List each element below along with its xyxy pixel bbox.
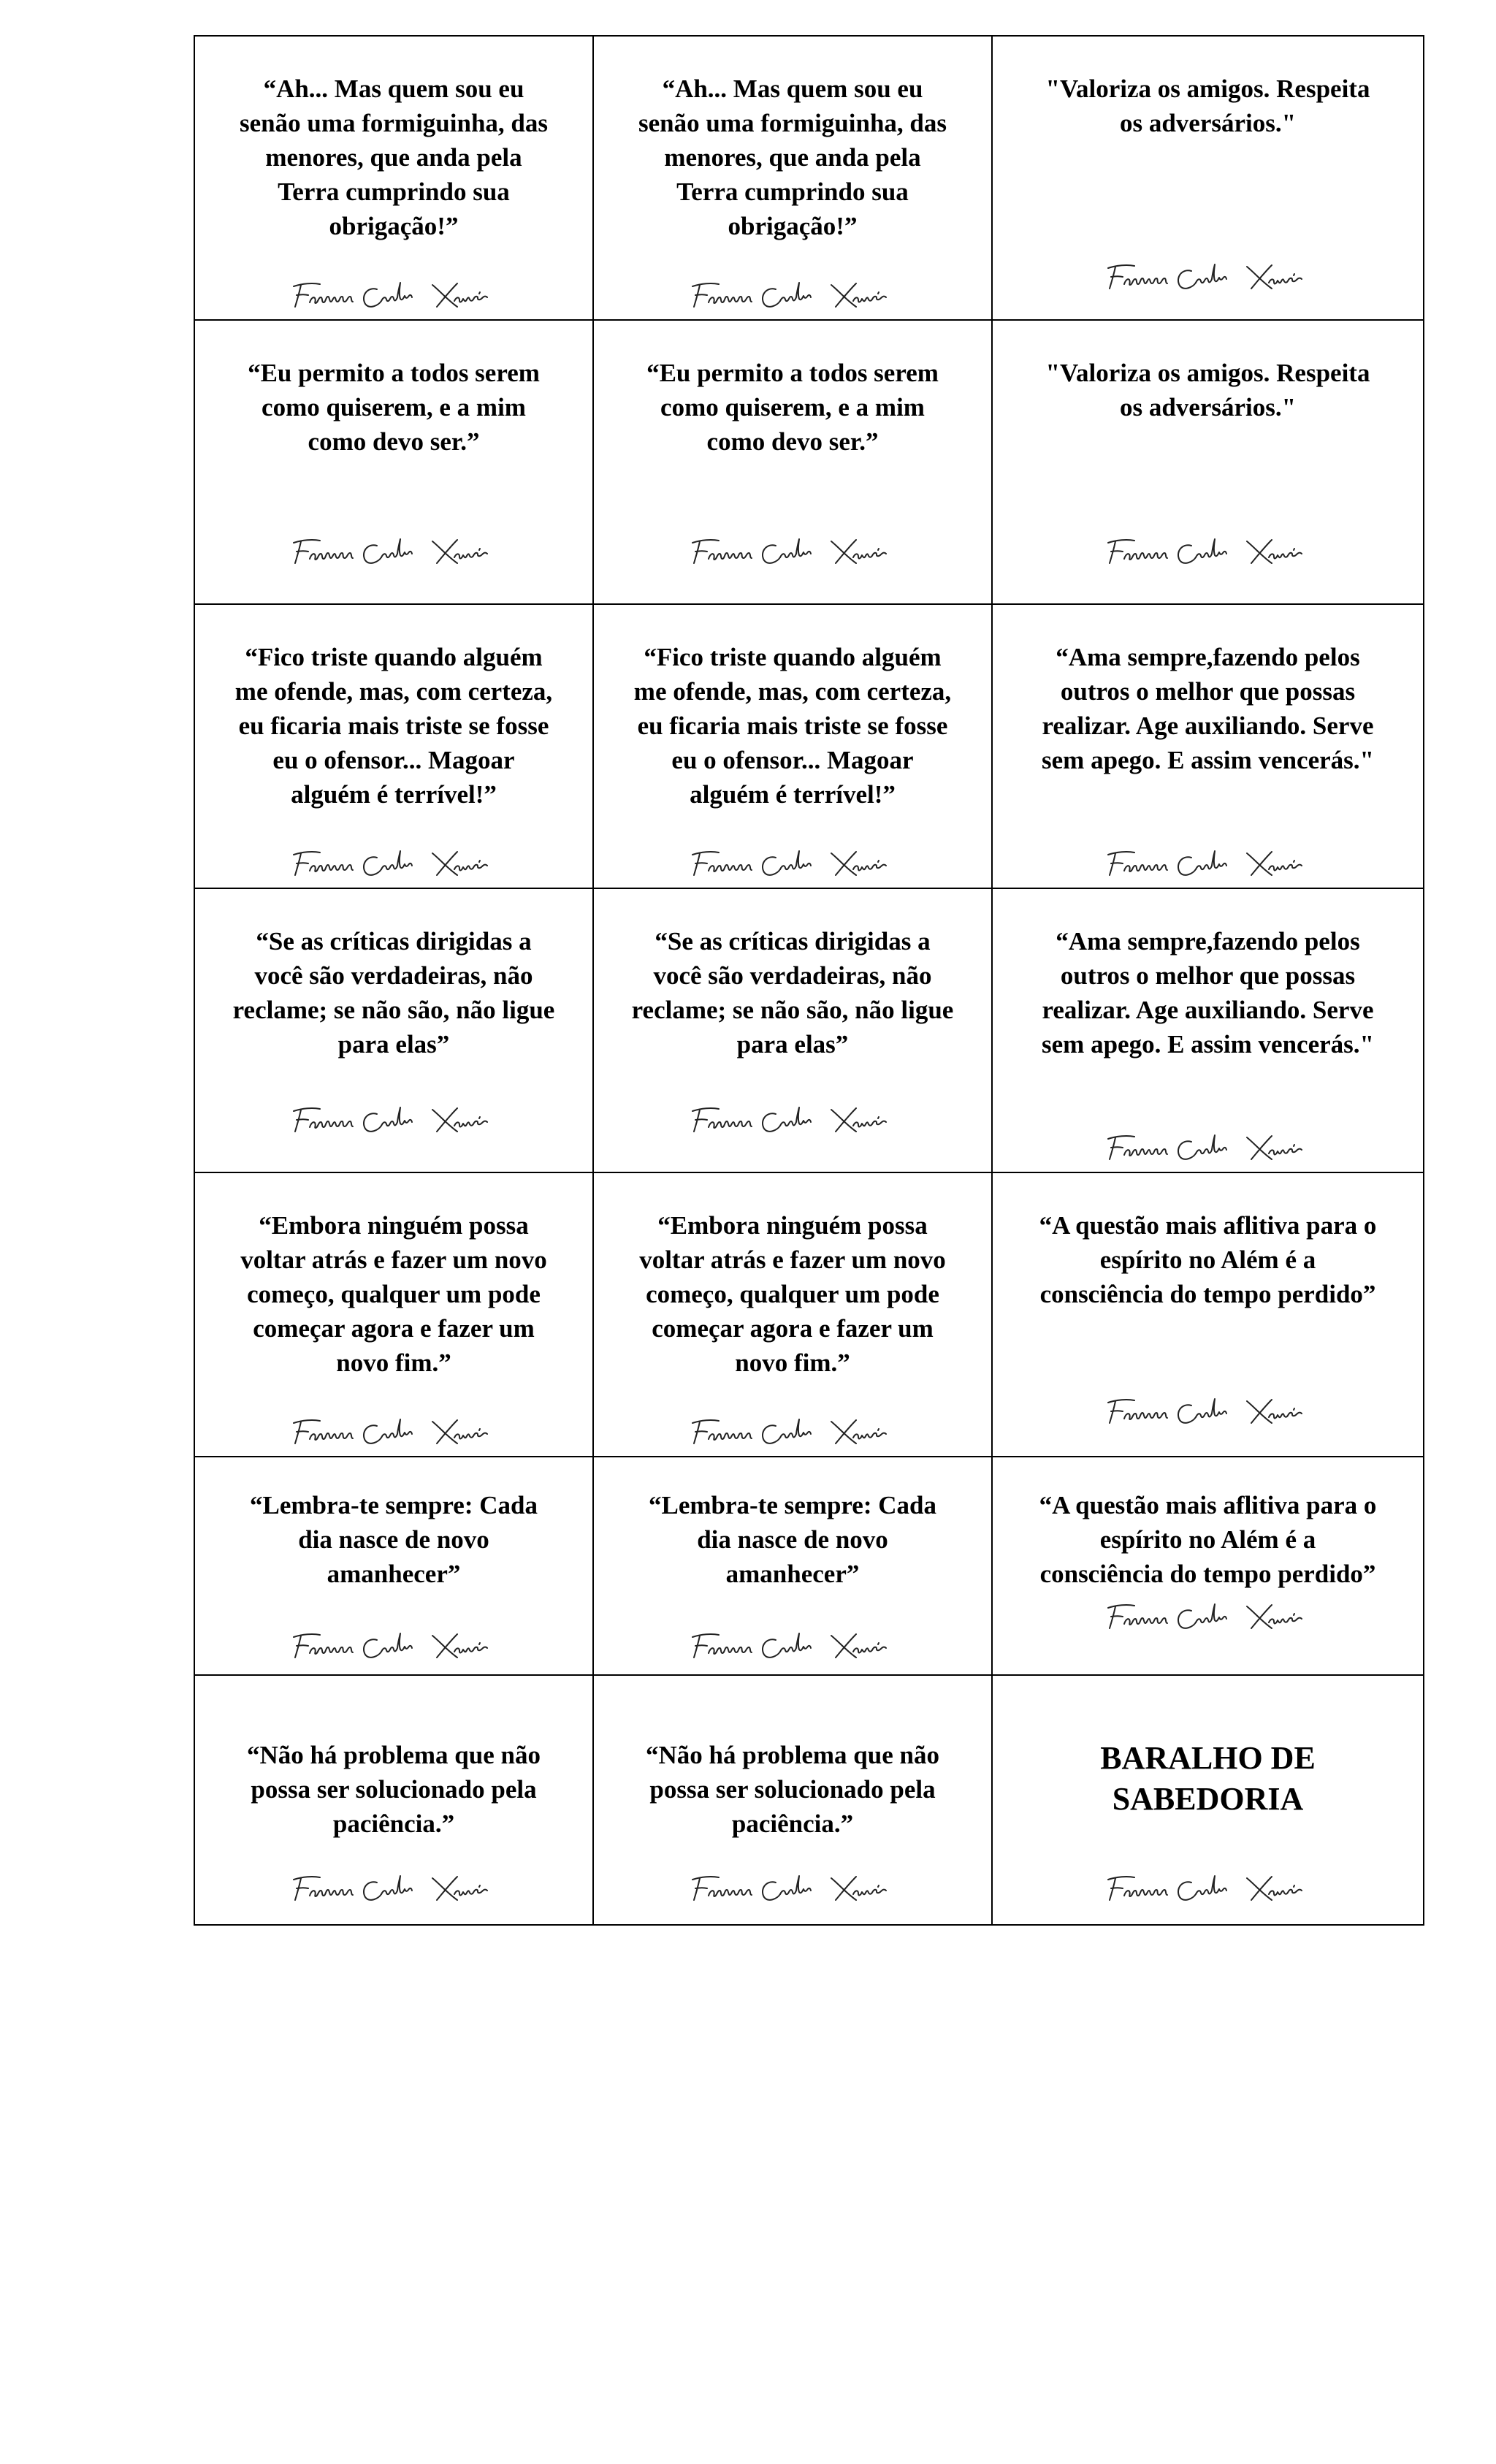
signature: [1102, 533, 1314, 569]
signature: [288, 533, 500, 569]
signature-image: [1102, 844, 1314, 881]
signature: [687, 844, 898, 881]
card-content: [195, 37, 592, 319]
card-content: [594, 1173, 991, 1456]
card-row: [194, 1457, 1424, 1675]
signature-image: [687, 1869, 898, 1906]
card-content: [993, 1676, 1423, 1924]
card-quote: "Valoriza os amigos. Respeita os adversários.": [1045, 359, 1370, 422]
signature-image: [687, 533, 898, 569]
card-row: [194, 36, 1424, 320]
card-quote: “Ah... Mas quem sou eu senão uma formiguinha, das menores, que anda pela Terra cumprindo sua obrigação!”: [638, 75, 947, 240]
card-content: [594, 1457, 991, 1674]
signature: [1102, 258, 1314, 294]
signature: [288, 276, 500, 313]
signature: [687, 1627, 898, 1663]
card-content: [594, 605, 991, 888]
card-content: [594, 321, 991, 603]
card: [992, 1172, 1424, 1457]
card-grid: [194, 35, 1424, 1926]
signature: [1102, 1598, 1314, 1634]
card-content: [594, 1676, 991, 1924]
card-content: [993, 605, 1423, 888]
card-content: [195, 1173, 592, 1456]
card-content: [993, 1457, 1423, 1674]
card-quote: “Embora ninguém possa voltar atrás e fazer um novo começo, qualquer um pode começar agora e fazer um novo fim.”: [240, 1211, 547, 1377]
signature: [687, 533, 898, 569]
card: [992, 320, 1424, 604]
card-quote: “Lembra-te sempre: Cada dia nasce de novo amanhecer”: [250, 1491, 538, 1588]
card-quote: “Fico triste quando alguém me ofende, mas, com certeza, eu ficaria mais triste se fosse eu o ofensor... Magoar alguém é terrível!”: [633, 643, 952, 809]
signature-image: [687, 276, 898, 313]
deck-title: BARALHO DE SABEDORIA: [1100, 1740, 1316, 1817]
card: [992, 36, 1424, 320]
signature: [687, 1413, 898, 1449]
signature-image: [1102, 1869, 1314, 1906]
signature-image: [288, 1869, 500, 1906]
card: [593, 36, 992, 320]
signature: [288, 1869, 500, 1906]
card-content: [993, 889, 1423, 1172]
card: [194, 1457, 593, 1675]
signature: [1102, 1392, 1314, 1429]
signature-image: [1102, 533, 1314, 569]
signature: [687, 1101, 898, 1137]
signature: [288, 844, 500, 881]
card-content: [594, 889, 991, 1172]
card: [992, 604, 1424, 888]
signature-image: [687, 1413, 898, 1449]
signature: [1102, 1869, 1314, 1906]
card: [194, 320, 593, 604]
signature-image: [288, 533, 500, 569]
card-quote: “Ah... Mas quem sou eu senão uma formiguinha, das menores, que anda pela Terra cumprindo sua obrigação!”: [239, 75, 549, 240]
card-quote: “Não há problema que não possa ser solucionado pela paciência.”: [247, 1741, 541, 1838]
signature-image: [288, 1413, 500, 1449]
signature-image: [288, 1627, 500, 1663]
card-content: [195, 1457, 592, 1674]
card-content: [195, 605, 592, 888]
card: [194, 1675, 593, 1925]
card-quote: “A questão mais aflitiva para o espírito no Além é a consciência do tempo perdido”: [1039, 1491, 1377, 1588]
card-content: [993, 37, 1423, 319]
signature: [1102, 1129, 1314, 1165]
signature-image: [1102, 1598, 1314, 1634]
card-quote: “Se as críticas dirigidas a você são verdadeiras, não reclame; se não são, não ligue para elas”: [232, 927, 555, 1059]
card-content: [195, 889, 592, 1172]
card: [593, 1172, 992, 1457]
card-quote: “A questão mais aflitiva para o espírito no Além é a consciência do tempo perdido”: [1039, 1211, 1377, 1308]
signature-image: [687, 844, 898, 881]
card-row: [194, 888, 1424, 1172]
card: [992, 1457, 1424, 1675]
card: [194, 1172, 593, 1457]
card: [593, 1457, 992, 1675]
signature-image: [1102, 258, 1314, 294]
card: [194, 888, 593, 1172]
signature-image: [1102, 1129, 1314, 1165]
card: [992, 888, 1424, 1172]
card-quote: “Eu permito a todos serem como quiserem, e a mim como devo ser.”: [646, 359, 939, 456]
card: [992, 1675, 1424, 1925]
signature: [288, 1627, 500, 1663]
card-quote: “Eu permito a todos serem como quiserem, e a mim como devo ser.”: [248, 359, 540, 456]
signature: [288, 1413, 500, 1449]
signature-image: [687, 1627, 898, 1663]
card-row: [194, 604, 1424, 888]
card-content: [993, 1173, 1423, 1456]
signature: [288, 1101, 500, 1137]
signature: [1102, 844, 1314, 881]
card-content: [993, 321, 1423, 603]
card-quote: “Fico triste quando alguém me ofende, mas, com certeza, eu ficaria mais triste se fosse eu o ofensor... Magoar alguém é terrível!”: [234, 643, 553, 809]
signature-image: [288, 1101, 500, 1137]
signature-image: [687, 1101, 898, 1137]
card-content: [195, 321, 592, 603]
card: [593, 320, 992, 604]
signature: [687, 276, 898, 313]
card-quote: “Se as críticas dirigidas a você são verdadeiras, não reclame; se não são, não ligue para elas”: [631, 927, 954, 1059]
card-quote: “Ama sempre,fazendo pelos outros o melhor que possas realizar. Age auxiliando. Serve sem apego. E assim vencerás.": [1042, 927, 1374, 1059]
card: [194, 604, 593, 888]
card: [194, 36, 593, 320]
signature: [687, 1869, 898, 1906]
card-content: [195, 1676, 592, 1924]
card-content: [594, 37, 991, 319]
card: [593, 604, 992, 888]
signature-image: [1102, 1392, 1314, 1429]
card-quote: "Valoriza os amigos. Respeita os adversários.": [1045, 75, 1370, 137]
card-quote: “Ama sempre,fazendo pelos outros o melhor que possas realizar. Age auxiliando. Serve sem apego. E assim vencerás.": [1042, 643, 1374, 774]
card-row: [194, 320, 1424, 604]
card-row: [194, 1675, 1424, 1925]
card-quote: “Lembra-te sempre: Cada dia nasce de novo amanhecer”: [649, 1491, 936, 1588]
card-quote: “Não há problema que não possa ser solucionado pela paciência.”: [646, 1741, 939, 1838]
card-row: [194, 1172, 1424, 1457]
card-quote: “Embora ninguém possa voltar atrás e fazer um novo começo, qualquer um pode começar agora e fazer um novo fim.”: [639, 1211, 946, 1377]
signature-image: [288, 276, 500, 313]
card: [593, 888, 992, 1172]
signature-image: [288, 844, 500, 881]
card: [593, 1675, 992, 1925]
